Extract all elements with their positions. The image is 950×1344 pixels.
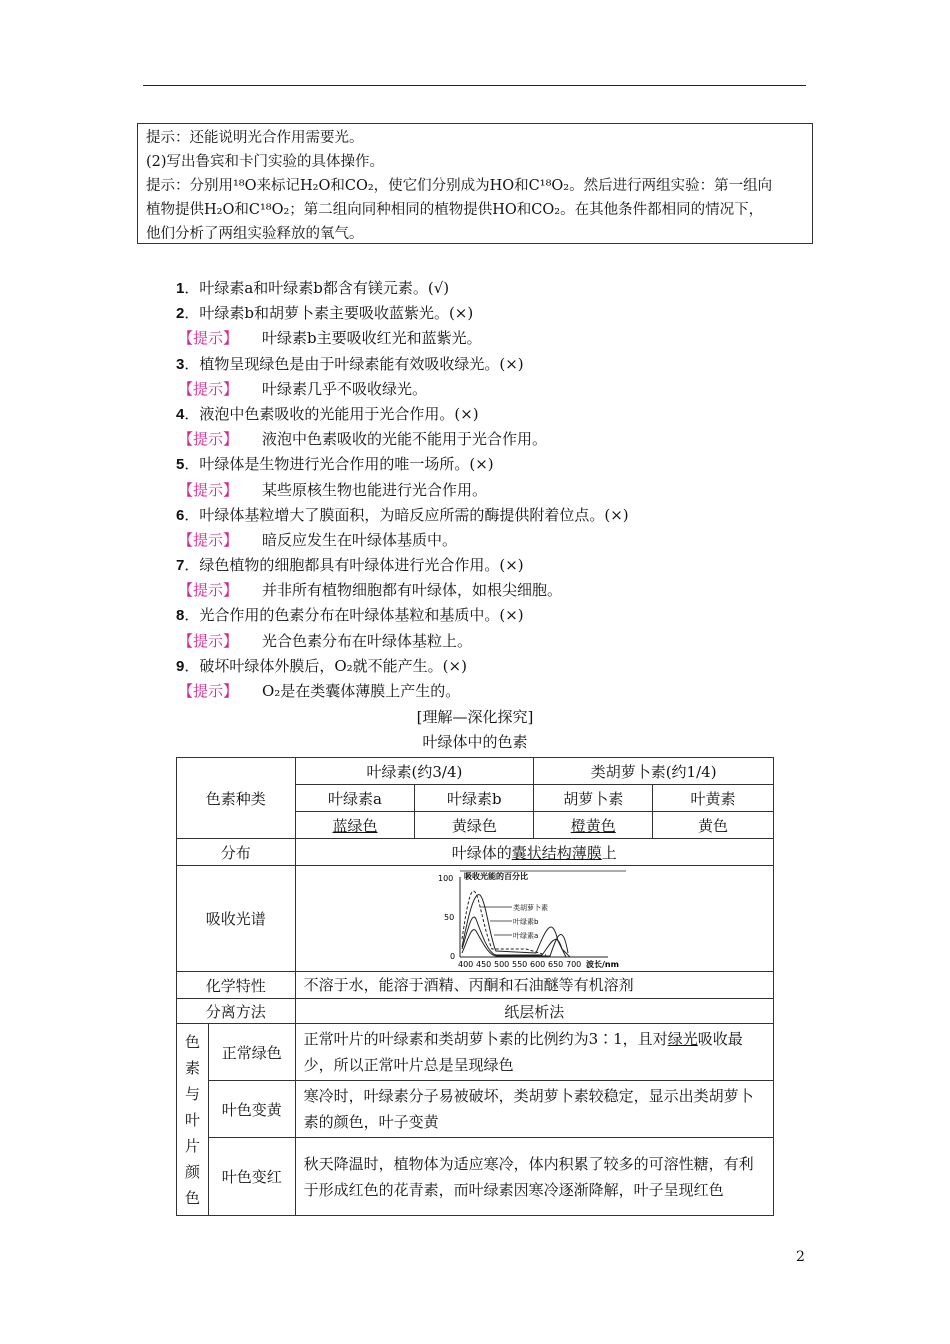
y-axis-label: 吸收光能的百分比 <box>463 871 528 881</box>
hint-item: 【提示】 暗反应发生在叶绿体基质中。 <box>178 530 458 549</box>
list-item: 4．液泡中色素吸收的光能用于光合作用。(×) <box>176 404 479 423</box>
hint-item: 【提示】 并非所有植物细胞都有叶绿体，如根尖细胞。 <box>178 581 563 600</box>
x-tick: 700 <box>565 959 581 969</box>
list-item: 3．植物呈现绿色是由于叶绿素能有效吸收绿光。(×) <box>176 354 524 373</box>
list-item: 5．叶绿体是生物进行光合作用的唯一场所。(×) <box>176 455 494 474</box>
chlorophyll-a: 叶绿素a <box>295 785 415 812</box>
hint-item: 【提示】 某些原核生物也能进行光合作用。 <box>178 480 488 499</box>
yellowing-value: 寒冷时，叶绿素分子易被破坏，类胡萝卜素较稳定，显示出类胡萝卜素的颜色，叶子变黄 <box>295 1081 773 1138</box>
x-tick: 650 <box>547 959 563 969</box>
y-tick: 100 <box>437 873 453 883</box>
list-item: 7．绿色植物的细胞都具有叶绿体进行光合作用。(×) <box>176 556 524 575</box>
table-title: 叶绿体中的色素 <box>422 733 528 751</box>
hint-item: 【提示】 O₂是在类囊体薄膜上产生的。 <box>178 682 461 700</box>
page-number: 2 <box>796 1249 805 1265</box>
separation-value: 纸层析法 <box>295 999 773 1024</box>
hint-line: 提示：还能说明光合作用需要光。 <box>146 130 364 146</box>
carotenoid-group: 类胡萝卜素(约1/4) <box>534 758 774 785</box>
hint-item: 【提示】 液泡中色素吸收的光能不能用于光合作用。 <box>178 430 548 449</box>
hint-item: 【提示】 叶绿素b主要吸收红光和蓝紫光。 <box>178 329 482 348</box>
color-a: 蓝绿色 <box>332 816 378 835</box>
y-tick: 0 <box>449 951 455 961</box>
color-b: 黄绿色 <box>415 812 534 839</box>
legend-chl-b: 叶绿素b <box>512 917 539 926</box>
chlorophyll-b: 叶绿素b <box>415 785 534 812</box>
pigment-table <box>176 757 774 1216</box>
y-tick: 50 <box>443 912 454 922</box>
absorption-spectrum-chart <box>436 869 636 969</box>
hint-item: 【提示】 光合色素分布在叶绿体基粒上。 <box>178 631 473 650</box>
list-item: 2．叶绿素b和胡萝卜素主要吸收蓝紫光。(×) <box>176 304 474 323</box>
hint-line: 植物提供H₂O和C¹⁸O₂；第二组向同种相同的植物提供HO和CO₂。在其他条件都相同的情况下， <box>146 202 764 218</box>
legend-carotenoid: 类胡萝卜素 <box>512 903 548 912</box>
chlorophyll-group: 叶绿素(约3/4) <box>295 758 534 785</box>
yellowing-label: 叶色变黄 <box>208 1081 295 1138</box>
distribution-value: 叶绿体的囊状结构薄膜上 <box>295 839 773 866</box>
list-item: 6．叶绿体基粒增大了膜面积，为暗反应所需的酶提供附着位点。(×) <box>176 505 629 524</box>
normal-green-value: 正常叶片的叶绿素和类胡萝卜素的比例约为3∶1，且对绿光吸收最少，所以正常叶片总是呈现绿色 <box>295 1024 773 1081</box>
x-tick: 400 <box>457 959 473 969</box>
pigment-leaf-color-label: 色 素 与 叶 片 颜 色 <box>177 1024 209 1216</box>
color-xanthophyll: 黄色 <box>653 812 774 839</box>
spectrum-cell <box>295 866 773 972</box>
chemical-value: 不溶于水，能溶于酒精、丙酮和石油醚等有机溶剂 <box>295 972 773 999</box>
reddening-label: 叶色变红 <box>208 1138 295 1216</box>
xanthophyll: 叶黄素 <box>653 785 774 812</box>
hint-line: 提示：分别用¹⁸O来标记H₂O和CO₂，使它们分别成为HO和C¹⁸O₂。然后进行两组实验：第一组向 <box>146 178 773 194</box>
hint-line: (2)写出鲁宾和卡门实验的具体操作。 <box>146 154 385 170</box>
reddening-value: 秋天降温时，植物体为适应寒冷，体内积累了较多的可溶性糖，有利于形成红色的花青素，而叶绿素因寒冷逐渐降解，叶子呈现红色 <box>295 1138 773 1216</box>
header-rule <box>143 85 806 86</box>
list-item: 1．叶绿素a和叶绿素b都含有镁元素。(√) <box>176 279 450 297</box>
separation-label: 分离方法 <box>177 999 296 1024</box>
x-tick: 550 <box>511 959 527 969</box>
color-carotene: 橙黄色 <box>570 816 616 835</box>
hint-item: 【提示】 叶绿素几乎不吸收绿光。 <box>178 379 428 398</box>
spectrum-label: 吸收光谱 <box>177 866 296 972</box>
section-title: [理解—深化探究] <box>416 708 534 726</box>
carotene: 胡萝卜素 <box>534 785 653 812</box>
list-item: 8．光合作用的色素分布在叶绿体基粒和基质中。(×) <box>176 606 524 625</box>
list-item: 9．破坏叶绿体外膜后，O₂就不能产生。(×) <box>176 656 467 675</box>
x-tick: 450 <box>475 959 491 969</box>
x-tick: 500 <box>493 959 509 969</box>
pigment-type-label: 色素种类 <box>177 758 296 839</box>
normal-green-label: 正常绿色 <box>208 1024 295 1081</box>
chemical-label: 化学特性 <box>177 972 296 999</box>
distribution-label: 分布 <box>177 839 296 866</box>
hint-line: 他们分析了两组实验释放的氧气。 <box>146 226 364 242</box>
hint-box <box>137 123 813 244</box>
legend-chl-a: 叶绿素a <box>512 931 538 940</box>
x-axis-label: 波长/nm <box>585 959 619 969</box>
x-tick: 600 <box>529 959 545 969</box>
judgement-list <box>176 276 796 704</box>
